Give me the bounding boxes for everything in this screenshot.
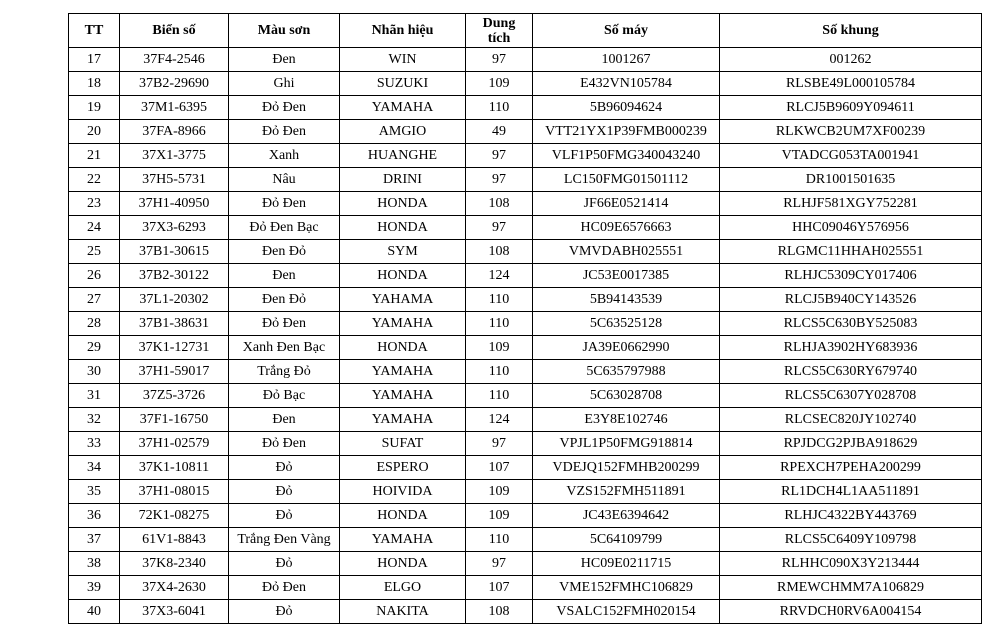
cell-tt: 40 [69,600,120,624]
table-row [69,96,982,120]
cell-nhan-hieu: HONDA [340,336,466,360]
cell-dung-tich: 109 [466,72,533,96]
table-row [69,120,982,144]
cell-so-khung: RLHJF581XGY752281 [720,192,982,216]
cell-nhan-hieu: HONDA [340,504,466,528]
header-so-may: Số máy [533,14,720,48]
cell-bien-so: 37L1-20302 [120,288,229,312]
cell-so-may: VLF1P50FMG340043240 [533,144,720,168]
cell-dung-tich: 110 [466,288,533,312]
cell-so-khung: RMEWCHMM7A106829 [720,576,982,600]
header-dung-tich-line1: Dung [482,15,516,31]
table-row [69,192,982,216]
cell-tt: 26 [69,264,120,288]
cell-bien-so: 37H5-5731 [120,168,229,192]
cell-mau-son: Đỏ [229,480,340,504]
table-row [69,264,982,288]
cell-nhan-hieu: HONDA [340,216,466,240]
cell-so-may: JF66E0521414 [533,192,720,216]
table-row [69,432,982,456]
cell-tt: 22 [69,168,120,192]
table-row [69,144,982,168]
cell-so-may: 5B96094624 [533,96,720,120]
cell-mau-son: Đen [229,408,340,432]
cell-so-khung: RLCS5C630BY525083 [720,312,982,336]
cell-nhan-hieu: YAMAHA [340,312,466,336]
cell-bien-so: 37K8-2340 [120,552,229,576]
table-row [69,384,982,408]
cell-nhan-hieu: HONDA [340,552,466,576]
cell-bien-so: 37X4-2630 [120,576,229,600]
cell-tt: 24 [69,216,120,240]
cell-tt: 31 [69,384,120,408]
cell-bien-so: 37M1-6395 [120,96,229,120]
cell-so-khung: RLCJ5B9609Y094611 [720,96,982,120]
cell-dung-tich: 97 [466,216,533,240]
cell-tt: 38 [69,552,120,576]
cell-dung-tich: 109 [466,480,533,504]
cell-so-khung: RLCSEC820JY102740 [720,408,982,432]
cell-dung-tich: 97 [466,48,533,72]
cell-mau-son: Đỏ Đen [229,120,340,144]
cell-so-khung: RL1DCH4L1AA511891 [720,480,982,504]
table-row [69,456,982,480]
header-tt: TT [69,14,120,48]
cell-nhan-hieu: AMGIO [340,120,466,144]
cell-tt: 30 [69,360,120,384]
cell-so-may: VMVDABH025551 [533,240,720,264]
cell-so-khung: RLKWCB2UM7XF00239 [720,120,982,144]
cell-dung-tich: 110 [466,312,533,336]
table-row [69,240,982,264]
cell-so-khung: RLCS5C630RY679740 [720,360,982,384]
cell-so-khung: RLSBE49L000105784 [720,72,982,96]
cell-so-khung: RLHJA3902HY683936 [720,336,982,360]
cell-dung-tich: 109 [466,504,533,528]
vehicle-table [68,13,982,624]
cell-dung-tich: 97 [466,432,533,456]
cell-tt: 39 [69,576,120,600]
cell-mau-son: Đỏ Đen [229,96,340,120]
cell-so-may: 5C63028708 [533,384,720,408]
cell-so-khung: RLGMC11HHAH025551 [720,240,982,264]
cell-dung-tich: 110 [466,360,533,384]
cell-mau-son: Đen [229,48,340,72]
cell-tt: 28 [69,312,120,336]
cell-dung-tich: 49 [466,120,533,144]
cell-so-may: 5C635797988 [533,360,720,384]
cell-tt: 29 [69,336,120,360]
cell-nhan-hieu: YAMAHA [340,528,466,552]
cell-nhan-hieu: YAHAMA [340,288,466,312]
cell-mau-son: Đỏ [229,504,340,528]
cell-bien-so: 37X3-6041 [120,600,229,624]
cell-bien-so: 72K1-08275 [120,504,229,528]
table-row [69,48,982,72]
cell-mau-son: Đỏ Đen [229,432,340,456]
cell-nhan-hieu: YAMAHA [340,384,466,408]
cell-mau-son: Ghi [229,72,340,96]
table-row [69,168,982,192]
cell-so-may: VZS152FMH511891 [533,480,720,504]
cell-so-khung: RRVDCH0RV6A004154 [720,600,982,624]
cell-mau-son: Trắng Đỏ [229,360,340,384]
cell-mau-son: Đen Đỏ [229,240,340,264]
table-row [69,576,982,600]
cell-dung-tich: 110 [466,528,533,552]
cell-dung-tich: 108 [466,192,533,216]
cell-tt: 37 [69,528,120,552]
cell-nhan-hieu: ELGO [340,576,466,600]
cell-dung-tich: 109 [466,336,533,360]
cell-tt: 35 [69,480,120,504]
cell-bien-so: 37H1-40950 [120,192,229,216]
cell-dung-tich: 110 [466,96,533,120]
table-body [69,48,982,624]
cell-mau-son: Đỏ Đen Bạc [229,216,340,240]
header-dung-tich [466,14,533,48]
cell-so-khung: RLCS5C6307Y028708 [720,384,982,408]
cell-tt: 36 [69,504,120,528]
table-row [69,480,982,504]
table-row [69,504,982,528]
header-bien-so: Biển số [120,14,229,48]
table-header-row [69,14,982,48]
cell-nhan-hieu: SYM [340,240,466,264]
table-row [69,408,982,432]
cell-mau-son: Đỏ Đen [229,192,340,216]
table-row [69,600,982,624]
cell-mau-son: Đen Đỏ [229,288,340,312]
cell-dung-tich: 97 [466,144,533,168]
cell-so-khung: RLCJ5B940CY143526 [720,288,982,312]
cell-so-khung: HHC09046Y576956 [720,216,982,240]
cell-bien-so: 37X1-3775 [120,144,229,168]
cell-nhan-hieu: YAMAHA [340,360,466,384]
cell-nhan-hieu: HONDA [340,264,466,288]
cell-so-may: JA39E0662990 [533,336,720,360]
cell-so-may: 5C64109799 [533,528,720,552]
cell-so-khung: 001262 [720,48,982,72]
cell-mau-son: Đỏ [229,600,340,624]
cell-nhan-hieu: WIN [340,48,466,72]
cell-bien-so: 37Z5-3726 [120,384,229,408]
cell-so-may: VME152FMHC106829 [533,576,720,600]
cell-so-may: JC43E6394642 [533,504,720,528]
cell-so-may: VDEJQ152FMHB200299 [533,456,720,480]
cell-bien-so: 37B1-30615 [120,240,229,264]
cell-so-khung: RLHJC4322BY443769 [720,504,982,528]
cell-dung-tich: 124 [466,408,533,432]
cell-tt: 34 [69,456,120,480]
cell-mau-son: Đỏ Đen [229,312,340,336]
cell-bien-so: 37H1-02579 [120,432,229,456]
table-row [69,552,982,576]
cell-so-may: 5B94143539 [533,288,720,312]
cell-nhan-hieu: HUANGHE [340,144,466,168]
cell-dung-tich: 107 [466,576,533,600]
cell-so-khung: RLHHC090X3Y213444 [720,552,982,576]
cell-bien-so: 37H1-08015 [120,480,229,504]
cell-bien-so: 37X3-6293 [120,216,229,240]
cell-so-khung: RPJDCG2PJBA918629 [720,432,982,456]
table-row [69,360,982,384]
cell-mau-son: Đỏ Bạc [229,384,340,408]
cell-dung-tich: 108 [466,240,533,264]
header-mau-son: Màu sơn [229,14,340,48]
cell-tt: 27 [69,288,120,312]
cell-dung-tich: 110 [466,384,533,408]
cell-so-khung: RLHJC5309CY017406 [720,264,982,288]
cell-so-khung: VTADCG053TA001941 [720,144,982,168]
cell-nhan-hieu: DRINI [340,168,466,192]
cell-mau-son: Đỏ Đen [229,576,340,600]
cell-mau-son: Nâu [229,168,340,192]
cell-tt: 17 [69,48,120,72]
cell-nhan-hieu: YAMAHA [340,96,466,120]
cell-tt: 25 [69,240,120,264]
table-row [69,528,982,552]
cell-dung-tich: 124 [466,264,533,288]
cell-tt: 20 [69,120,120,144]
cell-so-may: HC09E6576663 [533,216,720,240]
header-dung-tich-line2: tích [487,30,511,46]
cell-tt: 18 [69,72,120,96]
cell-so-may: LC150FMG01501112 [533,168,720,192]
cell-so-may: E3Y8E102746 [533,408,720,432]
cell-mau-son: Xanh [229,144,340,168]
cell-bien-so: 37B2-29690 [120,72,229,96]
cell-bien-so: 37F4-2546 [120,48,229,72]
cell-tt: 32 [69,408,120,432]
cell-so-may: 1001267 [533,48,720,72]
header-nhan-hieu: Nhãn hiệu [340,14,466,48]
cell-bien-so: 37F1-16750 [120,408,229,432]
cell-nhan-hieu: HONDA [340,192,466,216]
cell-dung-tich: 97 [466,552,533,576]
cell-nhan-hieu: HOIVIDA [340,480,466,504]
cell-mau-son: Đen [229,264,340,288]
cell-bien-so: 37H1-59017 [120,360,229,384]
cell-mau-son: Đỏ [229,456,340,480]
cell-so-khung: DR1001501635 [720,168,982,192]
cell-so-may: HC09E0211715 [533,552,720,576]
cell-so-may: E432VN105784 [533,72,720,96]
cell-mau-son: Xanh Đen Bạc [229,336,340,360]
cell-nhan-hieu: SUZUKI [340,72,466,96]
cell-nhan-hieu: ESPERO [340,456,466,480]
cell-so-may: VPJL1P50FMG918814 [533,432,720,456]
table-row [69,288,982,312]
cell-so-khung: RPEXCH7PEHA200299 [720,456,982,480]
cell-bien-so: 37FA-8966 [120,120,229,144]
cell-bien-so: 37K1-10811 [120,456,229,480]
cell-nhan-hieu: YAMAHA [340,408,466,432]
cell-bien-so: 37B2-30122 [120,264,229,288]
cell-mau-son: Trắng Đen Vàng [229,528,340,552]
cell-dung-tich: 107 [466,456,533,480]
cell-dung-tich: 108 [466,600,533,624]
cell-bien-so: 37B1-38631 [120,312,229,336]
cell-dung-tich: 97 [466,168,533,192]
cell-so-khung: RLCS5C6409Y109798 [720,528,982,552]
table-row [69,312,982,336]
cell-bien-so: 61V1-8843 [120,528,229,552]
cell-bien-so: 37K1-12731 [120,336,229,360]
cell-nhan-hieu: SUFAT [340,432,466,456]
header-so-khung: Số khung [720,14,982,48]
table-row [69,336,982,360]
cell-tt: 21 [69,144,120,168]
table-row [69,72,982,96]
cell-so-may: 5C63525128 [533,312,720,336]
cell-nhan-hieu: NAKITA [340,600,466,624]
cell-so-may: JC53E0017385 [533,264,720,288]
cell-tt: 33 [69,432,120,456]
cell-so-may: VTT21YX1P39FMB000239 [533,120,720,144]
cell-tt: 19 [69,96,120,120]
cell-tt: 23 [69,192,120,216]
cell-so-may: VSALC152FMH020154 [533,600,720,624]
cell-mau-son: Đỏ [229,552,340,576]
table-row [69,216,982,240]
